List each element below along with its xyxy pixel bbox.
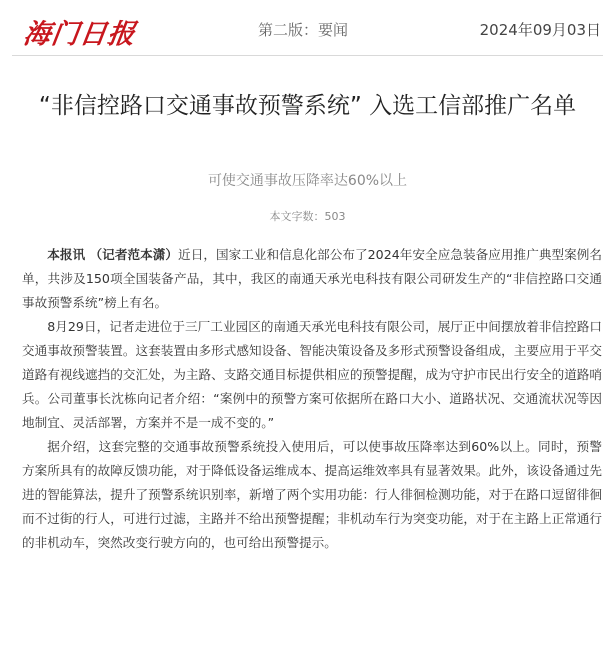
article-headline: “非信控路口交通事故预警系统” 入选工信部推广名单 xyxy=(38,93,577,119)
article-body xyxy=(22,243,602,555)
dateline: 本报讯 （记者范本潇） xyxy=(47,247,179,262)
masthead xyxy=(0,0,615,56)
edition-label: 第二版：要闻 xyxy=(258,21,349,39)
article-paragraph xyxy=(22,243,602,315)
article-paragraph xyxy=(22,315,602,435)
paragraph-text: 近日，国家工业和信息化部公布了2024年安全应急装备应用推广典型案例名单，共涉及150项全国装备产品，其中，我区的南通天承光电科技有限公司研发生产的“非信控路口交通事故预警系统”榜上有名。 xyxy=(22,247,602,310)
masthead-divider xyxy=(12,55,603,56)
paragraph-text: 据介绍，这套完整的交通事故预警系统投入使用后，可以使事故压降率达到60%以上。同时，预警方案所具有的故障反馈功能，对于降低设备运维成本、提高运维效率具有显著效果。此外，该设备通过先进的智能算法，提升了预警系统识别率，新增了两个实用功能：行人徘徊检测功能，对于在路口逗留徘徊而不过街的行人，可进行过滤，主路并不给出预警提醒；非机动车行为突变功能，对于在主路上正常通行的非机动车，突然改变行驶方向的，也可给出预警提示。 xyxy=(22,439,602,550)
newspaper-logo: 海门日报 xyxy=(21,19,138,50)
paragraph-text: 8月29日，记者走进位于三厂工业园区的南通天承光电科技有限公司，展厅正中间摆放着非信控路口交通事故预警装置。这套装置由多形式感知设备、智能决策设备及多形式预警设备组成，主要应用于平交道路有视线遮挡的交汇处，为主路、支路交通目标提供相应的预警提醒，成为守护市民出行安全的道路哨兵。公司董事长沈栋向记者介绍：“案例中的预警方案可依据所在路口大小、道路状况、交通流状况等因地制宜、灵活部署，方案并不是一成不变的。” xyxy=(22,319,602,430)
issue-date: 2024年09月03日 xyxy=(479,21,601,39)
word-count: 本文字数：503 xyxy=(269,210,346,223)
article-subtitle: 可使交通事故压降率达60%以上 xyxy=(207,173,408,189)
article-paragraph xyxy=(22,435,602,555)
